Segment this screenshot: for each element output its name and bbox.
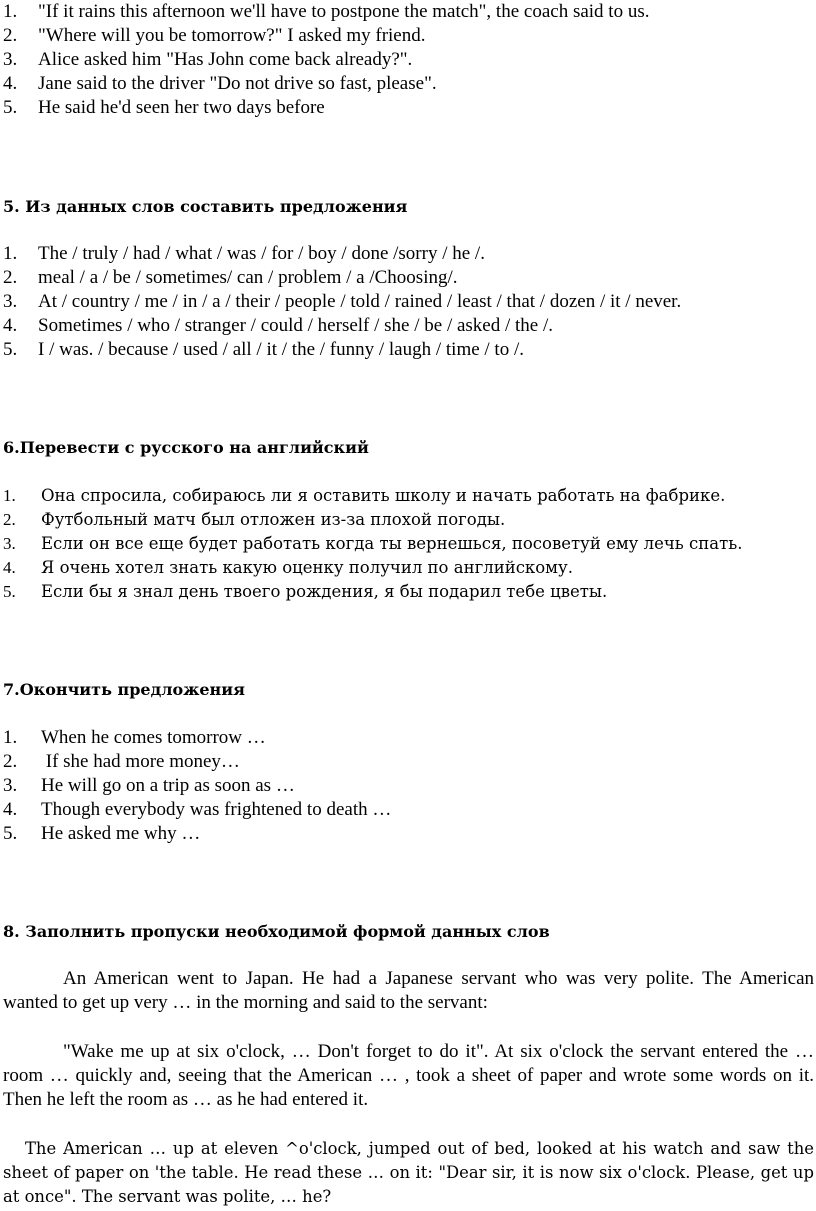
section-7-heading: 7.Окончить предложения bbox=[3, 680, 245, 699]
list-item bbox=[0, 532, 810, 556]
list-item-text: meal / a / be / sometimes/ can / problem / a /Choosing/. bbox=[38, 267, 458, 288]
list-item bbox=[0, 48, 810, 72]
list-item bbox=[0, 314, 810, 338]
list-item bbox=[0, 290, 810, 314]
list-item-number: 2. bbox=[3, 267, 18, 288]
section-8-heading: 8. Заполнить пропуски необходимой формой данных слов bbox=[3, 922, 550, 941]
list-item-number: 1. bbox=[3, 243, 18, 264]
list-item bbox=[0, 726, 810, 750]
list-item-text: "Where will you be tomorrow?" I asked my friend. bbox=[38, 25, 426, 46]
story-paragraph-1: An American went to Japan. He had a Japanese servant who was very polite. The American wanted to get up very … in the morning and said to the servant: bbox=[3, 968, 814, 1013]
story-paragraph-2: "Wake me up at six o'clock, … Don't forget to do it". At six o'clock the servant entered the … room … quickly and, seeing that the American … , took a sheet of paper and wrote some words on it. Then he left the room as … as he had entered it. bbox=[3, 1041, 814, 1110]
list-item-number: 5. bbox=[3, 339, 18, 360]
list-item bbox=[0, 798, 810, 822]
list-item bbox=[0, 0, 810, 24]
list-item-text: I / was. / because / used / all / it / the / funny / laugh / time / to /. bbox=[38, 339, 524, 360]
section-5-heading: 5. Из данных слов составить предложения bbox=[3, 197, 408, 216]
list-item-number: 3. bbox=[3, 534, 16, 553]
list-item-text: Sometimes / who / stranger / could / herself / she / be / asked / the /. bbox=[38, 315, 554, 336]
complete-sentences-list bbox=[0, 726, 810, 846]
list-item bbox=[0, 580, 810, 604]
list-item-text: Though everybody was frightened to death … bbox=[41, 799, 392, 820]
translation-list bbox=[0, 484, 810, 604]
list-item-number: 4. bbox=[3, 558, 16, 577]
list-item bbox=[0, 822, 810, 846]
list-item-text: When he comes tomorrow … bbox=[41, 727, 266, 748]
story-paragraph-3: The American … up at eleven ^o'clock, jumped out of bed, looked at his watch and saw the sheet of paper on 'the table. He read these … on it: "Dear sir, it is now six o'clock. Please, get up at once". The servant was polite, … he? bbox=[3, 1139, 814, 1206]
list-item-text: Она спросила, собираюсь ли я оставить школу и начать работать на фабрике. bbox=[41, 486, 726, 505]
list-item-number: 3. bbox=[3, 49, 18, 70]
list-item-text: Футбольный матч был отложен из-за плохой погоды. bbox=[41, 510, 506, 529]
list-item-number: 4. bbox=[3, 73, 18, 94]
list-item bbox=[0, 338, 810, 362]
list-item-text: If she had more money… bbox=[41, 751, 240, 772]
list-item-number: 3. bbox=[3, 291, 18, 312]
list-item-text: Если бы я знал день твоего рождения, я бы подарил тебе цветы. bbox=[41, 582, 608, 601]
list-item-number: 2. bbox=[3, 751, 18, 772]
list-item-text: "If it rains this afternoon we'll have to postpone the match", the coach said to us. bbox=[38, 1, 650, 22]
list-item bbox=[0, 24, 810, 48]
list-item-text: Alice asked him "Has John come back already?". bbox=[38, 49, 413, 70]
word-order-list bbox=[0, 242, 810, 362]
list-item-text: At / country / me / in / a / their / people / told / rained / least / that / dozen / it / never. bbox=[38, 291, 682, 312]
list-item-text: Jane said to the driver "Do not drive so fast, please". bbox=[38, 73, 437, 94]
list-item-number: 5. bbox=[3, 582, 16, 601]
list-item bbox=[0, 72, 810, 96]
section-6-heading: 6.Перевести с русского на английский bbox=[3, 438, 369, 457]
list-item bbox=[0, 750, 810, 774]
list-item-text: Если он все еще будет работать когда ты вернешься, посоветуй ему лечь спать. bbox=[41, 534, 743, 553]
list-item-number: 4. bbox=[3, 315, 18, 336]
list-item-number: 2. bbox=[3, 510, 16, 529]
list-item bbox=[0, 484, 810, 508]
list-item-number: 2. bbox=[3, 25, 18, 46]
reported-speech-list bbox=[0, 0, 810, 120]
list-item-number: 5. bbox=[3, 97, 18, 118]
list-item-text: The / truly / had / what / was / for / boy / done /sorry / he /. bbox=[38, 243, 485, 264]
list-item-text: He asked me why … bbox=[41, 823, 201, 844]
list-item bbox=[0, 508, 810, 532]
list-item-number: 1. bbox=[3, 486, 16, 505]
list-item-text: He will go on a trip as soon as … bbox=[41, 775, 295, 796]
list-item bbox=[0, 556, 810, 580]
list-item-text: He said he'd seen her two days before bbox=[38, 97, 325, 118]
list-item bbox=[0, 96, 810, 120]
list-item-number: 4. bbox=[3, 799, 18, 820]
list-item-number: 5. bbox=[3, 823, 18, 844]
list-item-number: 1. bbox=[3, 727, 18, 748]
list-item bbox=[0, 242, 810, 266]
list-item bbox=[0, 774, 810, 798]
list-item bbox=[0, 266, 810, 290]
list-item-number: 1. bbox=[3, 1, 18, 22]
list-item-number: 3. bbox=[3, 775, 18, 796]
list-item-text: Я очень хотел знать какую оценку получил по английскому. bbox=[41, 558, 573, 577]
